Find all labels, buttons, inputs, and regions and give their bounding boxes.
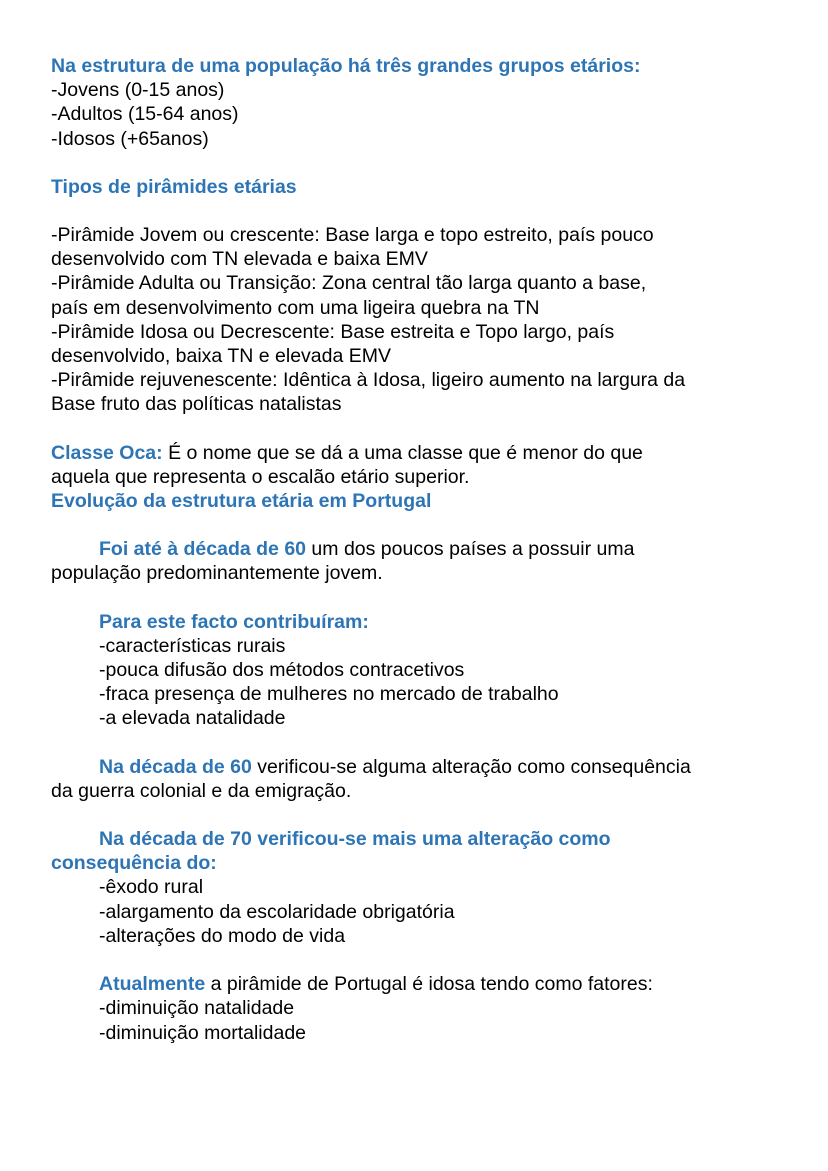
paragraph-line: desenvolvido, baixa TN e elevada EMV: [51, 345, 392, 368]
paragraph-line: -Pirâmide Idosa ou Decrescente: Base estreita e Topo largo, país: [51, 320, 615, 343]
paragraph-line: [51, 972, 828, 996]
highlight-text: Atualmente: [99, 973, 206, 996]
highlight-text: Na década de 60: [99, 755, 252, 778]
paragraph-line: população predominantemente jovem.: [51, 562, 383, 585]
term-classe-oca: Classe Oca:: [51, 441, 163, 464]
list-item: -diminuição natalidade: [99, 997, 295, 1020]
paragraph-line: desenvolvido com TN elevada e baixa EMV: [51, 248, 428, 271]
list-item: -êxodo rural: [99, 876, 204, 899]
definition-text: É o nome que se dá a uma classe que é menor do que: [162, 441, 643, 464]
list-item: -alterações do modo de vida: [99, 924, 346, 947]
definition-line: [51, 441, 828, 465]
paragraph-text: a pirâmide de Portugal é idosa tendo como fatores:: [205, 973, 653, 996]
highlight-text: Foi até à década de 60: [99, 538, 307, 561]
definition-line: aquela que representa o escalão etário superior.: [51, 465, 470, 488]
paragraph-line: -Pirâmide Jovem ou crescente: Base larga e topo estreito, país pouco: [51, 224, 654, 247]
paragraph-line: -Pirâmide rejuvenescente: Idêntica à Idosa, ligeiro aumento na largura da: [51, 369, 686, 392]
section-heading-pyramid-types: Tipos de pirâmides etárias: [51, 175, 297, 198]
paragraph-line: [51, 755, 828, 779]
list-item: -diminuição mortalidade: [99, 1021, 307, 1044]
subheading-70s-cont: consequência do:: [51, 852, 217, 875]
list-item: -alargamento da escolaridade obrigatória: [99, 900, 455, 923]
section-heading-age-groups: Na estrutura de uma população há três grandes grupos etários:: [51, 55, 641, 77]
subheading-contributors: Para este facto contribuíram:: [99, 610, 369, 633]
subheading-70s: Na década de 70 verificou-se mais uma alteração como: [99, 828, 611, 851]
list-item: -fraca presença de mulheres no mercado de trabalho: [99, 683, 559, 706]
paragraph-text: verificou-se alguma alteração como consequência: [251, 755, 691, 778]
list-item: -Adultos (15-64 anos): [51, 103, 239, 126]
paragraph-text: um dos poucos países a possuir uma: [306, 538, 635, 561]
list-item: -a elevada natalidade: [99, 707, 286, 730]
list-item: -Jovens (0-15 anos): [51, 79, 225, 102]
list-item: -Idosos (+65anos): [51, 127, 209, 150]
list-item: -características rurais: [99, 634, 286, 657]
section-heading-evolution: Evolução da estrutura etária em Portugal: [51, 490, 432, 513]
paragraph-line: país em desenvolvimento com uma ligeira quebra na TN: [51, 296, 540, 319]
paragraph-line: [51, 537, 828, 561]
paragraph-line: Base fruto das políticas natalistas: [51, 393, 342, 416]
list-item: -pouca difusão dos métodos contracetivos: [99, 659, 465, 682]
paragraph-line: -Pirâmide Adulta ou Transição: Zona central tão larga quanto a base,: [51, 272, 647, 295]
paragraph-line: da guerra colonial e da emigração.: [51, 779, 352, 802]
